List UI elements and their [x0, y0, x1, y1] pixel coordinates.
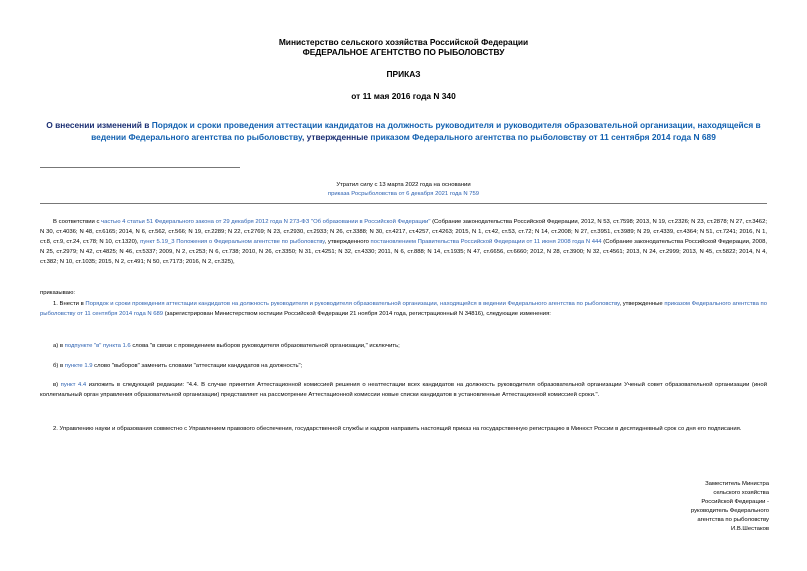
title-prefix: О внесении изменений в [46, 120, 152, 130]
subitem-a-text-1: а) в [53, 343, 65, 349]
preamble-text-1: В соответствии с [53, 219, 102, 225]
subitem-b-text-1: б) в [53, 363, 65, 369]
agency-heading: ФЕДЕРАЛЬНОЕ АГЕНТСТВО ПО РЫБОЛОВСТВУ [302, 47, 505, 57]
signature-block [629, 480, 769, 533]
preamble-regulation-link[interactable]: пункт 5.19_3 Положения о Федеральном агентстве по рыболовству [140, 238, 325, 245]
subitem-b-paragraph [40, 362, 767, 372]
subitem-b-text-2: слово "выборов" заменить словами "аттестации кандидатов на должность"; [92, 363, 303, 369]
subitem-c-text-2: изложить в следующей редакции: "4.4. В случае принятия Аттестационной комиссией решения о неаттестации всех кандидатов на должность руководителя образовательной организации Ученый совет образовательной организации (иной коллегиальный орган управления образовательной организации) представляет на рассмотрение Аттестационной комиссии новые списки кандидатов в установленные Аттестационной комиссией сроки.". [40, 382, 767, 398]
signature-line: Заместитель Министра [705, 481, 769, 487]
title-order-link[interactable]: приказом Федерального агентства по рыболовству от 11 сентября 2014 года N 689 [370, 132, 716, 142]
preamble-paragraph [40, 218, 767, 268]
item-1-paragraph [40, 300, 767, 320]
subitem-a-paragraph [40, 342, 767, 352]
item-2-text: 2. Управлению науки и образования совместно с Управлением правового обеспечения, государственной службы и кадров направить настоящий приказ на государственную регистрацию в Минюст России в десятидневный срок со дня его подписания. [53, 426, 742, 432]
subitem-a-text-2: слова "в связи с проведением выборов руководителя образовательной организации," исключить; [130, 343, 400, 349]
item-1-text-2: , утвержденные [619, 301, 665, 307]
item-1-text-1: 1. Внести в [53, 301, 86, 307]
subitem-b-link[interactable]: пункте 1.9 [64, 363, 93, 369]
preamble-text-4: (Собрание законодательства Российской Федерации, 2008, N 25, ст.2979; N 42, ст.4825; N 46, ст.5337; 2009, N 2, ст.253; N 6, ст.738; 2010, N 26, ст.3350; N 31, ст.4251; N 32, ст.4330; 2011, N 6, ст.888; N 14, ст.1935; N 47, ст.6656, ст.6660; 2012, N 28, ст.3900; N 32, ст.4561; 2013, N 24, ст.2999; 2013, N 45, ст.5822; 2014, N 4, ст.382; N 10, ст.1035; 2015, N 2, ст.491; N 50, ст.7173; 2016, N 2, ст.325), [40, 238, 768, 265]
doc-type-heading: ПРИКАЗ [386, 69, 421, 79]
document-title [40, 119, 767, 143]
divider-short [40, 167, 240, 168]
status-note-link[interactable]: приказа Росрыболовства от 6 декабря 2021 года N 759 [327, 191, 480, 197]
signature-line: руководитель Федерального [690, 507, 769, 514]
item-1-text-3: (зарегистрирован Министерством юстиции Российской Федерации 21 ноября 2014 года, регистрационный N 34816), следующие изменения: [163, 310, 551, 317]
doc-date-number: от 11 мая 2016 года N 340 [351, 91, 456, 101]
item-1-procedure-link[interactable]: Порядок и сроки проведения аттестации кандидатов на должность руководителя и руководителя образовательной организации, находящейся в ведении Федерального агентства по рыболовству [85, 301, 620, 307]
preamble-text-2: (Собрание законодательства Российской Федерации, 2012, N 53, ст.7598; 2013, N 19, ст.2326; N 23, ст.2878; N 27, ст.3462; N 30, ст.4036; N 48, ст.6165; 2014, N 6, ст.562, ст.566; N 19, ст.2289; N 22, ст.2769; N 23, ст.2930, ст.2933; N 26, ст.3388; N 30, ст.4217, ст.4257, ст.4263; 2015, N 1, ст.42, ст.53, ст.72; N 14, ст.2008; N 27, ст.3951, ст.3989; N 29, ст.4339, ст.4364; N 51, ст.7241; 2016, N 1, ст.8, ст.9, ст.24, ст.78; N 10, ст.1320), [40, 219, 767, 245]
signatory-name: И.В.Шестаков [730, 525, 769, 532]
item-2-paragraph [40, 425, 767, 435]
subitem-c-paragraph [40, 381, 767, 401]
title-middle: , утвержденные [302, 132, 371, 142]
preamble-text-3: , утвержденного [324, 238, 371, 245]
preamble-law-link[interactable]: частью 4 статьи 51 Федерального закона от 29 декабря 2012 года N 273-ФЗ "Об образовании в Российской Федерации" [101, 219, 431, 225]
item-1-order-link[interactable]: приказом Федерального агентства по рыболовству от 11 сентября 2014 года N 689 [40, 301, 767, 317]
divider-full [40, 203, 767, 204]
ministry-heading: Министерство сельского хозяйства Российской Федерации [278, 37, 529, 47]
subitem-c-text-1: в) [53, 382, 61, 388]
signature-line: Российской Федерации - [701, 498, 769, 505]
title-procedure-link[interactable]: Порядок и сроки проведения аттестации кандидатов на должность руководителя и руководителя образовательной организации, находящейся в ведении Федерального агентства по рыболовству [91, 120, 761, 142]
status-note-line1: Утратил силу с 13 марта 2022 года на основании [336, 182, 471, 188]
preamble-decree-link[interactable]: постановлением Правительства Российской Федерации от 11 июня 2008 года N 444 [370, 238, 602, 245]
subitem-c-link[interactable]: пункт 4.4 [60, 382, 87, 388]
signature-line: сельского хозяйства [713, 489, 769, 496]
subitem-a-link[interactable]: подпункте "в" пункта 1.6 [64, 343, 131, 349]
signature-line: агентства по рыболовству [697, 516, 769, 523]
order-word: приказываю: [40, 290, 76, 296]
